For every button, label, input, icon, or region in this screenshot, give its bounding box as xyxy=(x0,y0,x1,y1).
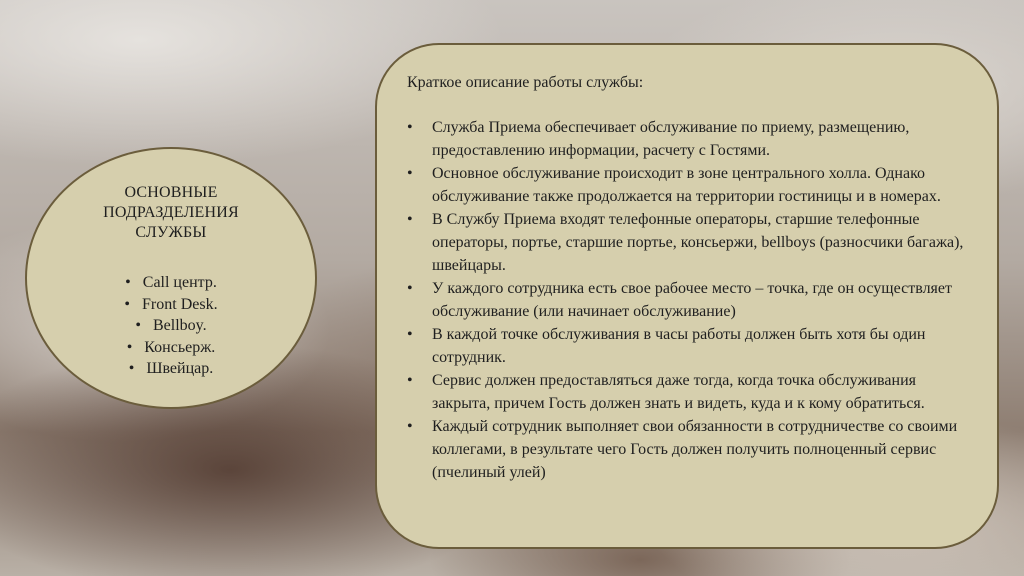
divisions-circle xyxy=(25,147,317,409)
description-item xyxy=(407,369,977,415)
division-item-concierge: • Консьерж. xyxy=(27,337,315,359)
bullet-icon: • xyxy=(407,418,413,435)
bullet-icon: • xyxy=(407,372,413,389)
division-item-call-center: • Call центр. xyxy=(27,272,315,294)
description-text: Сервис должен предоставляться даже тогда, когда точка обслуживания закрыта, причем Гость должен знать и видеть, куда и к кому обратиться. xyxy=(432,372,925,412)
description-text: Каждый сотрудник выполняет свои обязанности в сотрудничестве со своими коллегами, в результате чего Гость должен получить полноценный сервис (пчелиный улей) xyxy=(432,418,958,481)
description-heading: Краткое описание работы службы: xyxy=(407,74,644,91)
bullet-icon: • xyxy=(407,211,413,228)
description-item xyxy=(407,116,977,162)
description-item xyxy=(407,415,977,484)
description-item xyxy=(407,277,977,323)
bullet-icon: • xyxy=(407,280,413,297)
description-item xyxy=(407,323,977,369)
description-item xyxy=(407,162,977,208)
description-text: В Службу Приема входят телефонные операторы, старшие телефонные операторы, портье, старшие портье, консьержи, bellboys (разносчики багажа), швейцары. xyxy=(432,211,964,274)
description-text: У каждого сотрудника есть свое рабочее место – точка, где он осуществляет обслуживание (или начинает обслуживание) xyxy=(432,280,952,320)
bullet-icon: • xyxy=(407,165,413,182)
bullet-icon: • xyxy=(407,119,413,136)
description-item xyxy=(407,208,977,277)
description-text: В каждой точке обслуживания в часы работы должен быть хотя бы один сотрудник. xyxy=(432,326,926,366)
description-text: Основное обслуживание происходит в зоне центрального холла. Однако обслуживание также продолжается на территории гостиницы и в номерах. xyxy=(432,165,941,205)
bullet-icon: • xyxy=(407,326,413,343)
division-item-bellboy: • Bellboy. xyxy=(27,315,315,337)
description-text: Служба Приема обеспечивает обслуживание по приему, размещению, предоставлению информации, расчету с Гостями. xyxy=(432,119,910,159)
description-panel xyxy=(375,43,999,549)
division-item-doorman: • Швейцар. xyxy=(27,358,315,380)
description-list xyxy=(407,116,977,484)
divisions-title: ОСНОВНЫЕ ПОДРАЗДЕЛЕНИЯ СЛУЖБЫ xyxy=(103,184,239,241)
divisions-list xyxy=(27,272,315,380)
division-item-front-desk: • Front Desk. xyxy=(27,294,315,316)
